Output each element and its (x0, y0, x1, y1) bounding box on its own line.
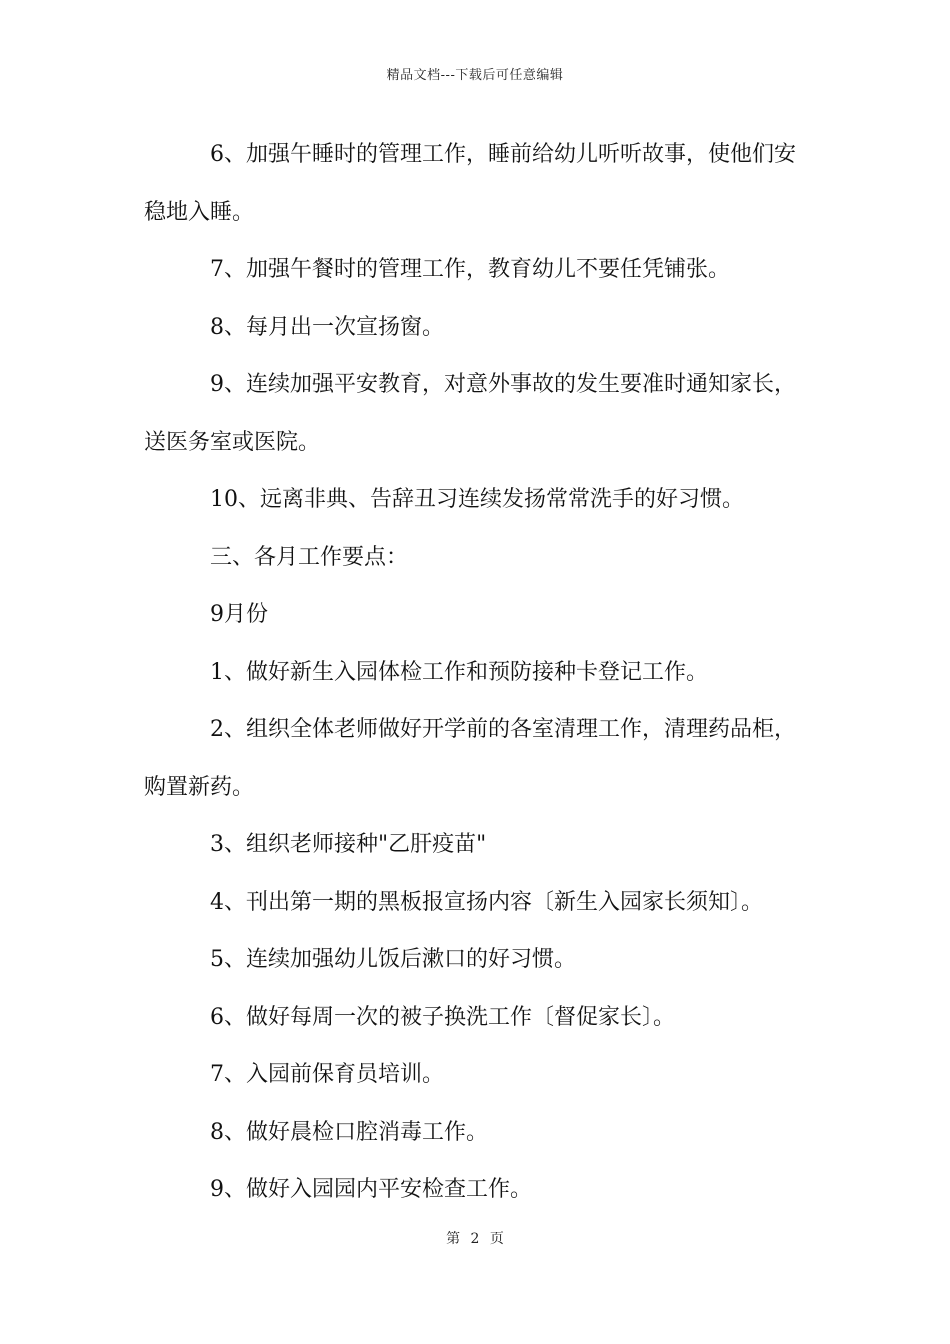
page-footer (0, 1228, 950, 1248)
paragraph-line: 1、做好新生入园体检工作和预防接种卡登记工作。 (210, 659, 708, 685)
document-body (144, 126, 834, 1219)
paragraph-line: 7、入园前保育员培训。 (210, 1062, 444, 1087)
paragraph-line: 10、远离非典、告辞丑习连续发扬常常洗手的好习惯。 (210, 487, 744, 512)
paragraph-line: 8、做好晨检口腔消毒工作。 (210, 1119, 488, 1145)
paragraph-line: 4、刊出第一期的黑板报宣扬内容〔新生入园家长须知〕。 (210, 889, 763, 915)
paragraph-line: 9、做好入园园内平安检查工作。 (210, 1177, 532, 1202)
page-number-prefix: 第 (446, 1231, 461, 1247)
page-number: 2 (470, 1231, 480, 1247)
paragraph-line: 稳地入睡。 (144, 199, 255, 225)
paragraph-line: 7、加强午餐时的管理工作，教育幼儿不要任凭铺张。 (210, 257, 730, 282)
paragraph-line: 3、组织老师接种"乙肝疫苗" (210, 832, 487, 857)
paragraph-line: 9、连续加强平安教育，对意外事故的发生要准时通知家长， (210, 372, 796, 397)
paragraph-line: 8、每月出一次宣扬窗。 (210, 314, 444, 340)
paragraph-line: 三、各月工作要点： (210, 544, 409, 570)
page-number-suffix: 页 (489, 1231, 504, 1247)
paragraph-line: 购置新药。 (144, 774, 255, 800)
paragraph-line: 送医务室或医院。 (144, 429, 321, 455)
paragraph-line: 2、组织全体老师做好开学前的各室清理工作，清理药品柜， (210, 717, 796, 742)
page-header: 精品文档---下载后可任意编辑 (386, 68, 564, 83)
paragraph-line: 6、加强午睡时的管理工作，睡前给幼儿听听故事，使他们安 (210, 142, 796, 167)
paragraph-line: 6、做好每周一次的被子换洗工作〔督促家长〕。 (210, 1004, 675, 1030)
paragraph-line: 5、连续加强幼儿饭后漱口的好习惯。 (210, 947, 576, 972)
paragraph-line: 9月份 (210, 602, 268, 627)
